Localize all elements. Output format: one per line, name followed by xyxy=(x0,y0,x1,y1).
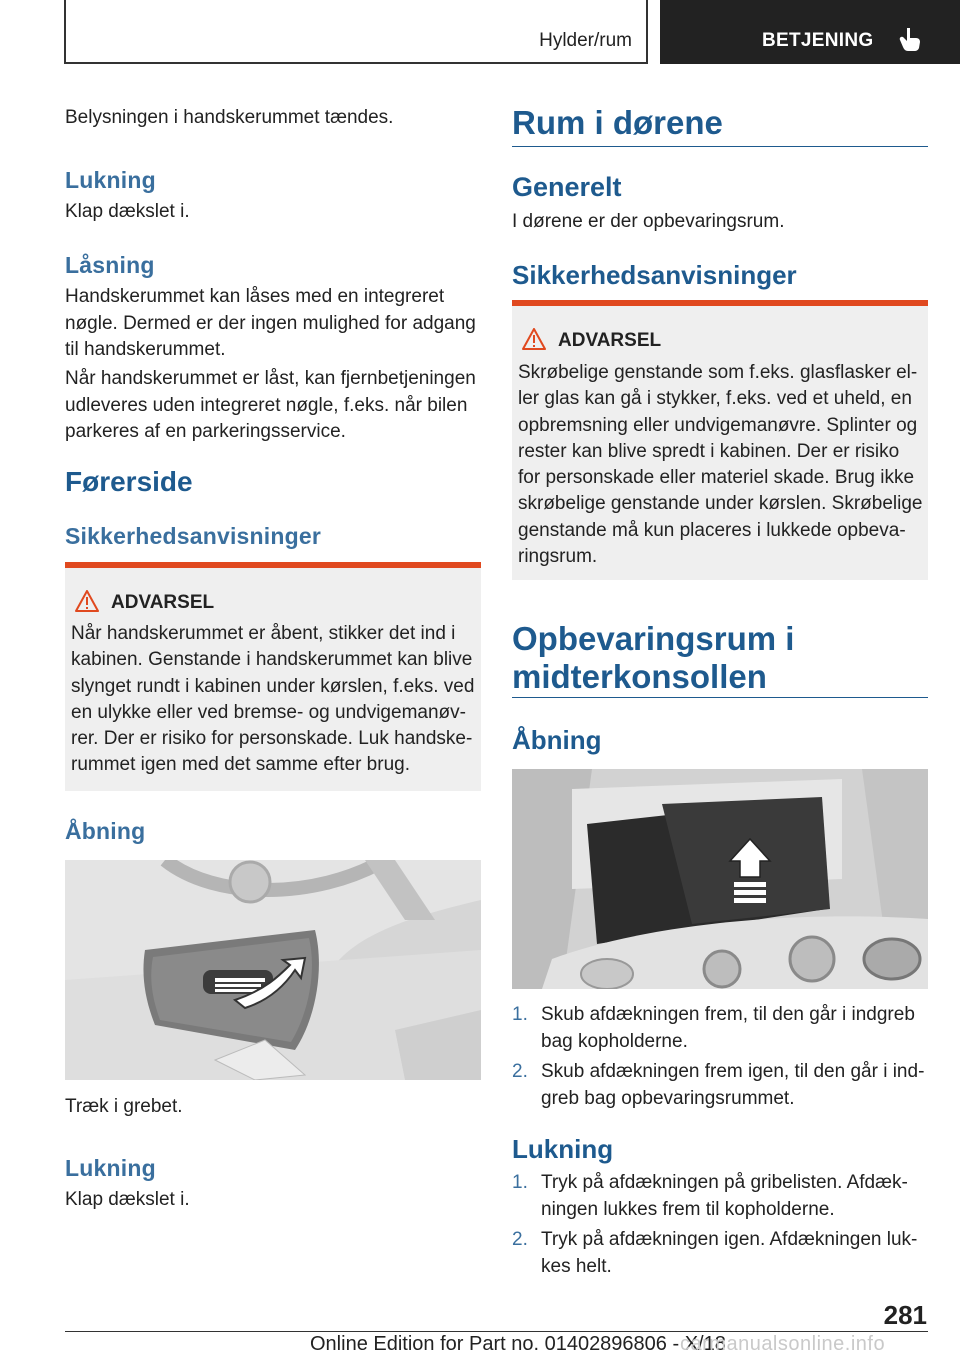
sikkerhed-heading-left: Sikkerhedsanvisninger xyxy=(65,523,322,549)
footer-rule xyxy=(65,1331,928,1332)
lasning-text-2: Når handskerummet er låst, kan fjernbetjeningen udleveres uden integreret nøgle, f.eks. når bilen parkeres af en parkeringsservice. xyxy=(65,368,476,442)
console-image xyxy=(512,769,928,989)
list-item xyxy=(512,1059,928,1112)
header-chapter-title: BETJENING xyxy=(762,30,874,51)
warning-title-right: ADVARSEL xyxy=(558,330,662,351)
step-number: 1. xyxy=(512,1172,528,1193)
header-chapter-tab xyxy=(660,0,960,64)
console-illustration xyxy=(512,769,928,989)
list-item xyxy=(512,1170,928,1223)
opbevaringsrum-heading-line-1: Opbevaringsrum i xyxy=(512,620,795,657)
step-text: Tryk på afdækningen igen. Afdækningen lukkes helt. xyxy=(541,1229,918,1277)
warning-box-left xyxy=(65,562,481,791)
opbevaringsrum-heading-line-2: midterkonsollen xyxy=(512,658,767,695)
step-text: Skub afdækningen frem, til den går i indgreb bag kopholderne. xyxy=(541,1004,915,1052)
lasning-text-1: Handskerummet kan låses med en integreret nøgle. Dermed er der ingen mulighed for adgang til handskerummet. xyxy=(65,286,476,360)
step-number: 2. xyxy=(512,1229,528,1250)
step-number: 1. xyxy=(512,1004,528,1025)
lukning-text: Klap dækslet i. xyxy=(65,201,190,222)
edition-text: Online Edition for Part no. 01402896806 - X/18 xyxy=(310,1333,726,1355)
page-header xyxy=(0,0,960,66)
abning-steps-list xyxy=(512,1002,928,1112)
warning-title-left: ADVARSEL xyxy=(111,592,215,613)
glovebox-image xyxy=(65,860,481,1080)
glovebox-illustration xyxy=(65,860,481,1080)
intro-text: Belysningen i handskerummet tændes. xyxy=(65,107,394,128)
rum-i-dorene-heading: Rum i dørene xyxy=(512,104,723,141)
lukning2-heading: Lukning xyxy=(65,1155,156,1181)
warning-box-right xyxy=(512,300,928,580)
lasning-heading: Låsning xyxy=(65,252,155,278)
rum-rule xyxy=(512,146,928,147)
warning-text-right: Skrøbelige genstande som f.eks. glasflasker eller glas kan gå i stykker, f.eks. ved et uheld, en opbremsning eller undvigemanøvre. Splinter og rester kan blive spredt i kabinen. Der er risiko for personskade eller materiel skade. Brug ikke skrøbelige genstande under kørslen. Skrøbelige genstande må kun placeres i lukkede opbevaringsrum. xyxy=(518,362,923,568)
sikkerhed-heading-right: Sikkerhedsanvisninger xyxy=(512,260,797,290)
generelt-text: I dørene er der opbevaringsrum. xyxy=(512,211,785,232)
page-number: 281 xyxy=(883,1300,927,1330)
lukning2-text: Klap dækslet i. xyxy=(65,1189,190,1210)
step-number: 2. xyxy=(512,1061,528,1082)
watermark-text: carmanualsonline.info xyxy=(680,1333,886,1355)
lukning-heading-right: Lukning xyxy=(512,1134,614,1164)
step-text: Skub afdækningen frem igen, til den går i indgreb bag opbevaringsrummet. xyxy=(541,1061,925,1109)
list-item xyxy=(512,1002,928,1055)
warning-text-left: Når handskerummet er åbent, stikker det ind i kabinen. Genstande i handskerummet kan blive slynget rundt i kabinen under kørslen, f.eks. ved en ulykke eller ved bremse- og undvigemanøvrer. Der er risiko for personskade. Luk handskerummet igen med det samme efter brug. xyxy=(71,623,475,776)
abning-heading-right: Åbning xyxy=(512,725,602,755)
abning-caption: Træk i grebet. xyxy=(65,1096,183,1117)
header-section-tab xyxy=(64,0,648,64)
lukning-heading: Lukning xyxy=(65,167,156,193)
forerside-heading: Førerside xyxy=(65,466,193,497)
opbevaringsrum-heading xyxy=(512,620,794,696)
pointing-hand-icon xyxy=(896,24,924,52)
warning-triangle-icon xyxy=(75,590,99,612)
generelt-heading: Generelt xyxy=(512,172,622,202)
lukning-steps-list xyxy=(512,1170,928,1280)
list-item xyxy=(512,1227,928,1280)
step-text: Tryk på afdækningen på gribelisten. Afdækningen lukkes frem til kopholderne. xyxy=(541,1172,908,1220)
opbevaringsrum-rule xyxy=(512,697,928,698)
warning-triangle-icon xyxy=(522,328,546,350)
header-section-title: Hylder/rum xyxy=(539,30,632,51)
abning-heading-left: Åbning xyxy=(65,818,146,844)
